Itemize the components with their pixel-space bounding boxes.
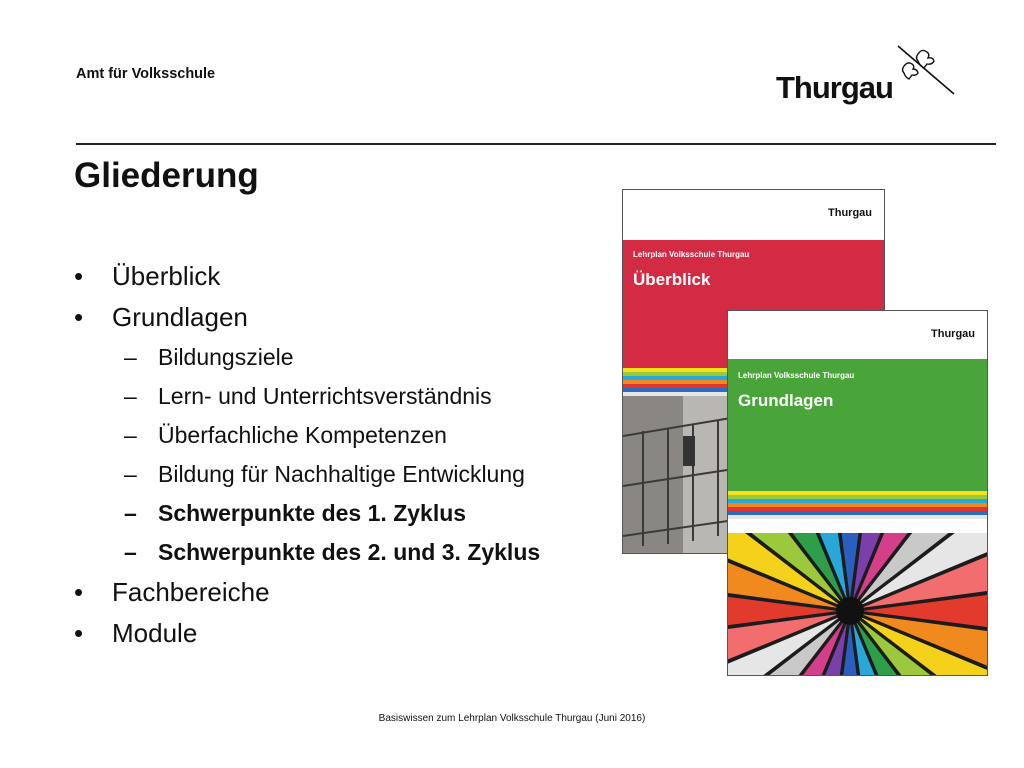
outline-item-label: Fachbereiche: [112, 577, 270, 607]
sub-outline-item-label: Schwerpunkte des 1. Zyklus: [158, 500, 467, 526]
thurgau-logo: [776, 44, 956, 108]
cover-kicker: Lehrplan Volksschule Thurgau: [738, 371, 855, 380]
sub-outline-item: [112, 416, 540, 455]
slide-title: Gliederung: [74, 156, 259, 195]
pencil-center: [836, 597, 864, 625]
sub-outline-item-label: Bildungsziele: [158, 344, 294, 370]
dash-icon: –: [124, 422, 137, 448]
sub-outline-item: [112, 533, 540, 572]
cover-logo: Thurgau: [828, 207, 872, 219]
cover-logo: Thurgau: [931, 328, 975, 340]
outline-item-label: Module: [112, 618, 198, 648]
logo-wordmark: Thurgau: [776, 70, 893, 105]
cover-kicker: Lehrplan Volksschule Thurgau: [633, 250, 750, 259]
cover-title: Überblick: [633, 270, 711, 289]
bullet-icon: •: [74, 261, 84, 291]
cover-title-band: [728, 359, 987, 491]
slide-footer: Basiswissen zum Lehrplan Volksschule Thurgau (Juni 2016): [378, 713, 646, 724]
sub-outline-list: [112, 338, 540, 572]
outline-item-label: Grundlagen: [112, 302, 248, 332]
outline-item: [74, 613, 540, 654]
dash-icon: –: [124, 383, 137, 409]
dash-icon: –: [124, 344, 137, 370]
thurgau-lion-crest-icon: [896, 44, 956, 96]
outline-item: [74, 297, 540, 572]
outline-item-label: Überblick: [112, 261, 221, 291]
header-divider: [76, 143, 996, 145]
sub-outline-item: [112, 377, 540, 416]
department-name: Amt für Volksschule: [76, 66, 216, 82]
cover-grundlagen: [727, 310, 988, 676]
dash-icon: –: [124, 539, 137, 565]
sub-outline-item-label: Schwerpunkte des 2. und 3. Zyklus: [158, 539, 541, 565]
sub-outline-item-label: Überfachliche Kompetenzen: [158, 422, 447, 448]
outline-item: [74, 572, 540, 613]
outline-item: [74, 256, 540, 297]
cover-stripes: [728, 491, 987, 519]
outline-list: [74, 256, 540, 654]
bullet-icon: •: [74, 618, 84, 648]
colored-pencils-photo: [728, 533, 987, 675]
sub-outline-item-label: Lern- und Unterrichtsverständnis: [158, 383, 492, 409]
dash-icon: –: [124, 461, 137, 487]
cover-stripe: [728, 515, 987, 519]
bullet-icon: •: [74, 302, 84, 332]
dash-icon: –: [124, 500, 137, 526]
bullet-icon: •: [74, 577, 84, 607]
sub-outline-item: [112, 455, 540, 494]
sub-outline-item: [112, 494, 540, 533]
sub-outline-item: [112, 338, 540, 377]
cover-title: Grundlagen: [738, 391, 834, 410]
sub-outline-item-label: Bildung für Nachhaltige Entwicklung: [158, 461, 525, 487]
